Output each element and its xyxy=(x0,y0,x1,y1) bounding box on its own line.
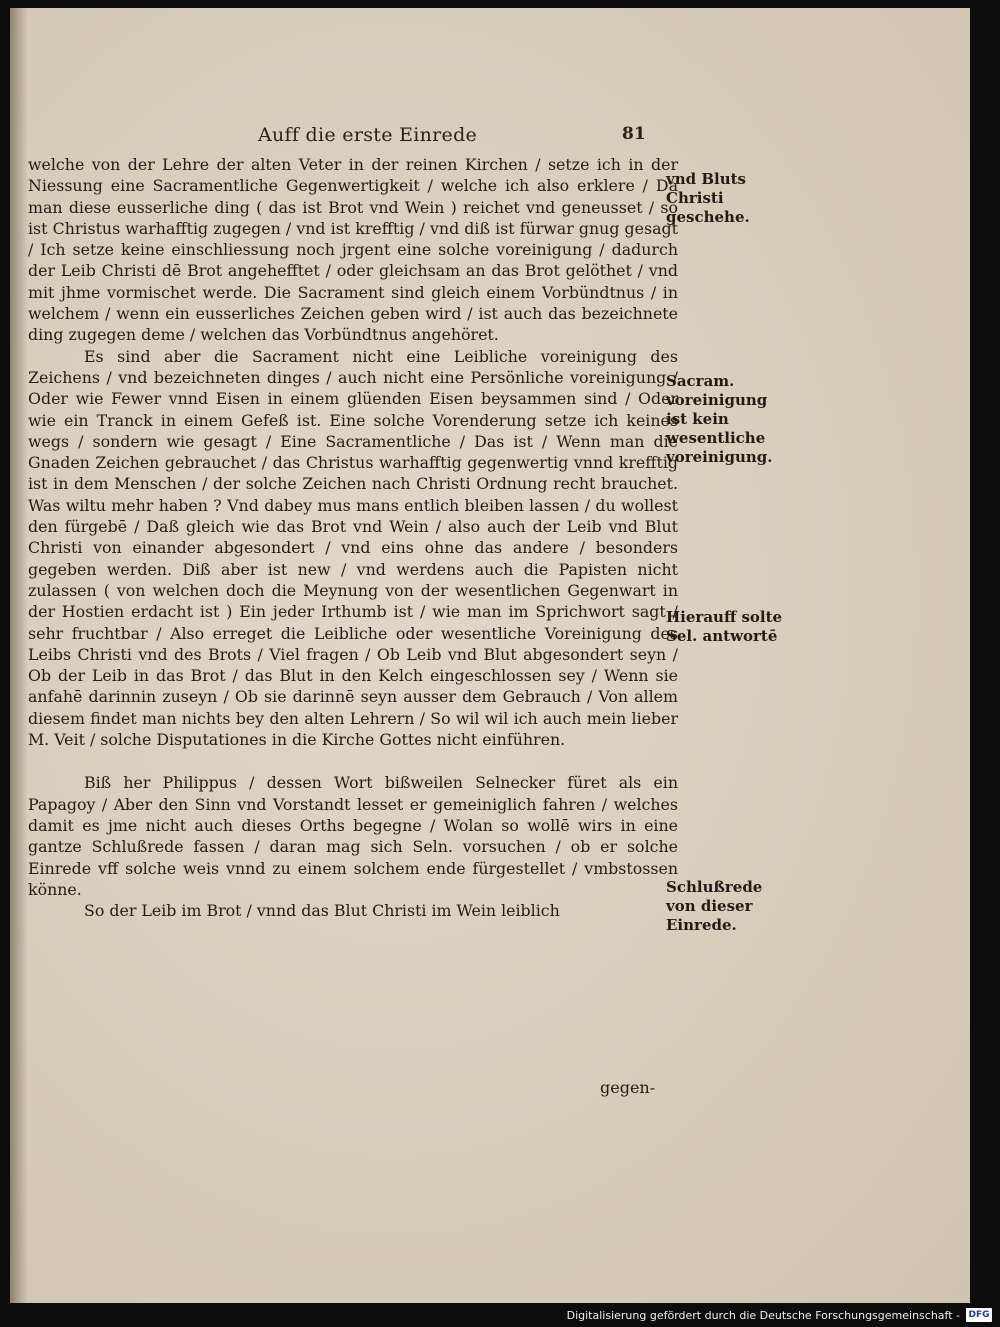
paragraph: welche von der Lehre der alten Veter in der reinen Kirchen / setze ich in der Niessung eine Sacramentliche Gegenwertigkeit / welche ich also erklere / Da man diese eusserliche ding ( das ist Brot vnd Wein ) reichet vnd geneusset / so ist Christus warhafftig zugegen / vnd ist krefftig / vnd diß ist fürwar gnug gesagt / Ich setze keine einschliessung noch jrgent eine solche voreinigung / dadurch der Leib Christi dē Brot angehefftet / oder gleichsam an das Brot gelöthet / vnd mit jhme vormischet werde. Die Sacrament sind gleich einem Vorbündtnus / in welchem / wenn ein eusserliches Zeichen geben wird / ist auch das bezeichnete ding zugegen deme / welchen das Vorbündtnus angehöret. xyxy=(28,155,678,345)
book-page xyxy=(10,8,970,1303)
gutter-shadow xyxy=(10,8,28,1303)
margin-note: vnd Bluts Christi geschehe. xyxy=(666,170,750,226)
margin-note: Schlußrede von dieser Einrede. xyxy=(666,878,763,934)
main-text-block xyxy=(28,154,678,921)
paragraph: So der Leib im Brot / vnnd das Blut Christi im Wein leiblich xyxy=(84,901,560,921)
dfg-logo: DFG xyxy=(966,1308,992,1322)
margin-note: Sacram. voreinigung ist kein wesentliche voreinigung. xyxy=(666,372,773,466)
paragraph: Biß her Philippus / dessen Wort bißweilen Selnecker füret als ein Papagoy / Aber den Sinn vnd Vorstandt lesset er gemeiniglich fahren / welches damit es jme nicht auch dieses Orths begegne / Wolan so wollē wirs in eine gantze Schlußrede fassen / daran mag sich Seln. vorsuchen / ob er solche Einrede vff solche weis vnnd zu einem solchem ende fürgestellet / vmbstossen könne. xyxy=(28,773,678,899)
running-head: Auff die erste Einrede xyxy=(258,124,478,146)
folio-number: 81 xyxy=(622,124,646,144)
footer-credit: Digitalisierung gefördert durch die Deutsche Forschungsgemeinschaft - xyxy=(566,1308,960,1322)
digitization-footer xyxy=(567,1306,992,1324)
catchword: gegen- xyxy=(600,1078,656,1097)
margin-note: Hierauff solte Sel. antwortē xyxy=(666,608,783,645)
paragraph: Es sind aber die Sacrament nicht eine Leibliche voreinigung des Zeichens / vnd bezeichneten dinges / auch nicht eine Persönliche voreinigung / Oder wie Fewer vnnd Eisen in einem glüenden Eisen beysammen sind / Oder wie ein Tranck in einem Gefeß ist. Eine solche Vorenderung setze ich keines wegs / sondern wie gesagt / Eine Sacramentliche / Das ist / Wenn man die Gnaden Zeichen gebrauchet / das Christus warhafftig gegenwertig vnnd krefftig ist in dem Menschen / der solche Zeichen nach Christi Ordnung recht brauchet. Was wiltu mehr haben ? Vnd dabey mus mans entlich bleiben lassen / du wollest den fürgebē / Daß gleich wie das Brot vnd Wein / also auch der Leib vnd Blut Christi von einander abgesondert / vnd eins ohne das andere / besonders gegeben werden. Diß aber ist new / vnd werdens auch die Papisten nicht zulassen ( von welchen doch die Meynung von der wesentlichen Gegenwart in der Hostien erdacht ist ) Ein jeder Irthumb ist / wie man im Sprichwort sagt / sehr fruchtbar / Also erreget die Leibliche oder wesentliche Voreinigung des Leibs Christi vnd des Brots / Viel fragen / Ob Leib vnd Blut abgesondert seyn / Ob der Leib in das Brot / das Blut in den Kelch eingeschlossen sey / Wenn sie anfahē darinnin zuseyn / Ob sie darinnē seyn ausser dem Gebrauch / Von allem diesem findet man nichts bey den alten Lehrern / So wil wil ich auch mein lieber M. Veit / solche Disputationes in die Kirche Gottes nicht einführen. xyxy=(28,346,678,750)
